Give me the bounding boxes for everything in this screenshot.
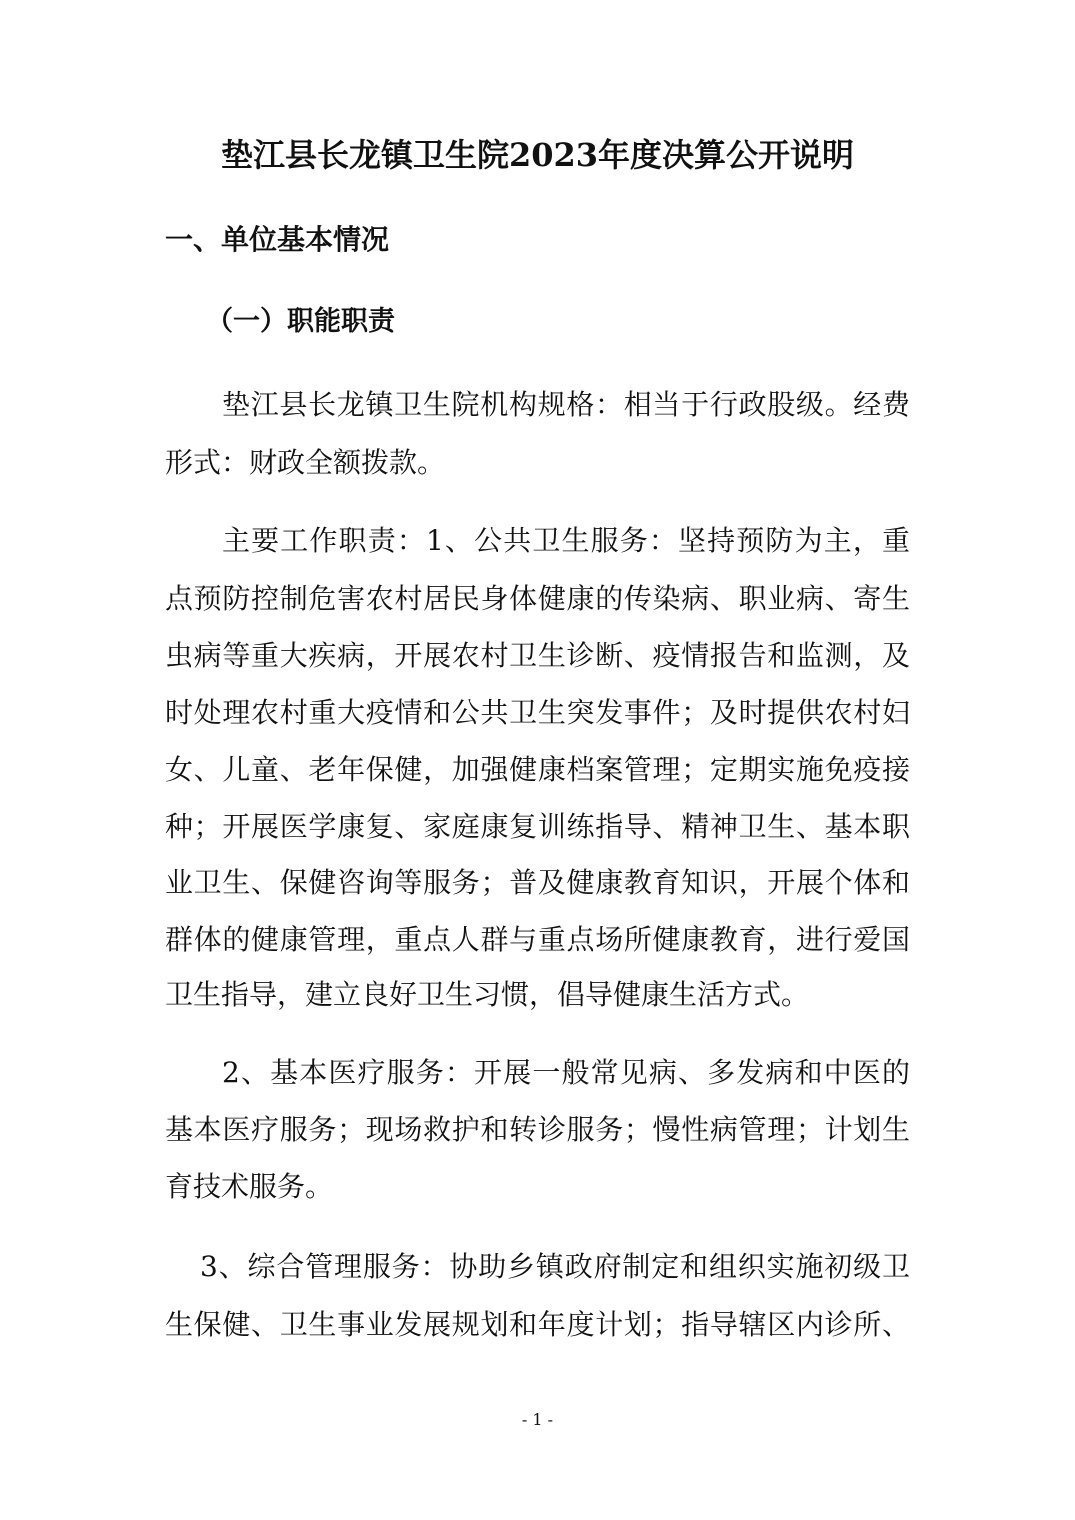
section-heading-basic-info: 一、单位基本情况 [165,223,390,256]
document-title: 垫江县长龙镇卫生院2023年度决算公开说明 [220,136,855,174]
paragraph-line: 育技术服务。 [165,1170,334,1203]
paragraph-line: 卫生指导，建立良好卫生习惯，倡导健康生活方式。 [165,978,810,1011]
paragraph-line: 群体的健康管理，重点人群与重点场所健康教育，进行爱国 [165,923,910,956]
paragraph-line: 生保健、卫生事业发展规划和年度计划；指导辖区内诊所、 [165,1308,910,1341]
paragraph-line: 虫病等重大疾病，开展农村卫生诊断、疫情报告和监测，及 [165,639,910,672]
paragraph-line: 种；开展医学康复、家庭康复训练指导、精神卫生、基本职 [165,810,910,843]
paragraph-line: 3、综合管理服务：协助乡镇政府制定和组织实施初级卫 [200,1250,910,1283]
paragraph-line: 基本医疗服务；现场救护和转诊服务；慢性病管理；计划生 [165,1113,910,1146]
subsection-heading-functions: （一）职能职责 [206,306,395,337]
paragraph-line: 垫江县长龙镇卫生院机构规格：相当于行政股级。经费 [222,388,910,421]
paragraph-line: 点预防控制危害农村居民身体健康的传染病、职业病、寄生 [165,582,910,615]
paragraph-line: 女、儿童、老年保健，加强健康档案管理；定期实施免疫接 [165,753,910,786]
paragraph-line: 业卫生、保健咨询等服务；普及健康教育知识，开展个体和 [165,866,910,899]
paragraph-line: 形式：财政全额拨款。 [165,446,446,479]
paragraph-line: 时处理农村重大疫情和公共卫生突发事件；及时提供农村妇 [165,696,910,729]
page-number: - 1 - [521,1410,554,1429]
paragraph-line: 2、基本医疗服务：开展一般常见病、多发病和中医的 [222,1056,910,1089]
paragraph-line: 主要工作职责：1、公共卫生服务：坚持预防为主，重 [222,524,910,557]
